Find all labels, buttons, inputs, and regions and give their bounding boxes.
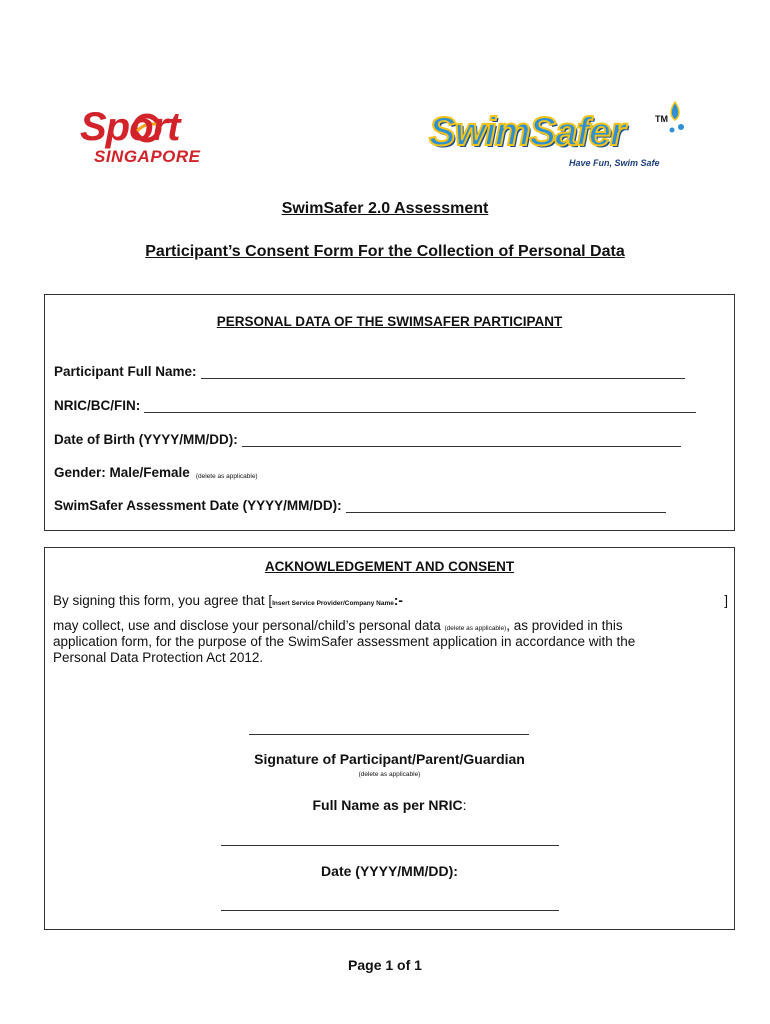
signature-line[interactable] [249,734,529,735]
trademark-mark: TM [655,114,668,124]
swimsafer-wordmark: SwimSafer [429,110,625,154]
consent-line-2-end: , as provided in this [506,618,623,633]
consent-line-3: application form, for the purpose of the SwimSafer assessment application in accordance with the [53,634,636,649]
service-provider-placeholder: Insert Service Provider/Company Name [272,600,394,607]
consent-section [44,547,735,930]
nric-field[interactable] [54,398,696,413]
form-title: SwimSafer 2.0 Assessment [281,200,489,217]
date-line[interactable] [221,910,559,911]
personal-data-heading: PERSONAL DATA OF THE SWIMSAFER PARTICIPANT [216,314,563,329]
singapore-wordmark: SINGAPORE [94,147,201,166]
consent-line-2-text: may collect, use and disclose your personal/child’s personal data [53,618,441,633]
consent-bracket-close: ] [724,593,728,608]
dob-field[interactable] [54,432,681,447]
sport-singapore-logo [80,105,240,170]
fullname-label: Full Name as per NRIC [312,797,463,813]
consent-line-1-text: By signing this form, you agree that [ [53,593,273,608]
water-drop-icon [663,100,687,136]
assessment-date-input-line[interactable] [346,500,666,513]
gender-label: Gender: Male/Female [54,465,190,480]
form-subtitle: Participant’s Consent Form For the Collection of Personal Data [145,243,625,260]
swimsafer-logo [425,100,690,175]
fullname-colon: : [462,797,467,813]
assessment-date-label: SwimSafer Assessment Date (YYYY/MM/DD): [54,498,342,513]
sport-wordmark: Sport [80,105,180,149]
assessment-date-field[interactable] [54,498,666,513]
fullname-label-row [45,797,734,813]
fullname-line[interactable] [221,845,559,846]
page-number: Page 1 of 1 [348,957,422,973]
consent-line-1 [53,593,728,612]
dob-input-line[interactable] [242,434,681,447]
dob-label: Date of Birth (YYYY/MM/DD): [54,432,238,447]
consent-line-2-note: (delete as applicable) [444,625,507,632]
signature-note: (delete as applicable) [358,771,421,778]
signature-label: Signature of Participant/Parent/Guardian [254,751,525,767]
nric-label: NRIC/BC/FIN: [54,398,141,413]
provider-marker: :- [393,593,403,608]
nric-input-line[interactable] [144,400,696,413]
swimsafer-tagline: Have Fun, Swim Safe [569,158,660,168]
personal-data-section [44,294,735,531]
full-name-label: Participant Full Name: [54,364,197,379]
consent-heading: ACKNOWLEDGEMENT AND CONSENT [264,559,515,574]
gender-note: (delete as applicable) [195,473,258,480]
date-label: Date (YYYY/MM/DD): [321,863,458,879]
full-name-input-line[interactable] [201,366,685,379]
gender-field[interactable] [54,465,258,480]
full-name-field[interactable] [54,364,685,379]
consent-line-4: Personal Data Protection Act 2012. [53,650,264,665]
